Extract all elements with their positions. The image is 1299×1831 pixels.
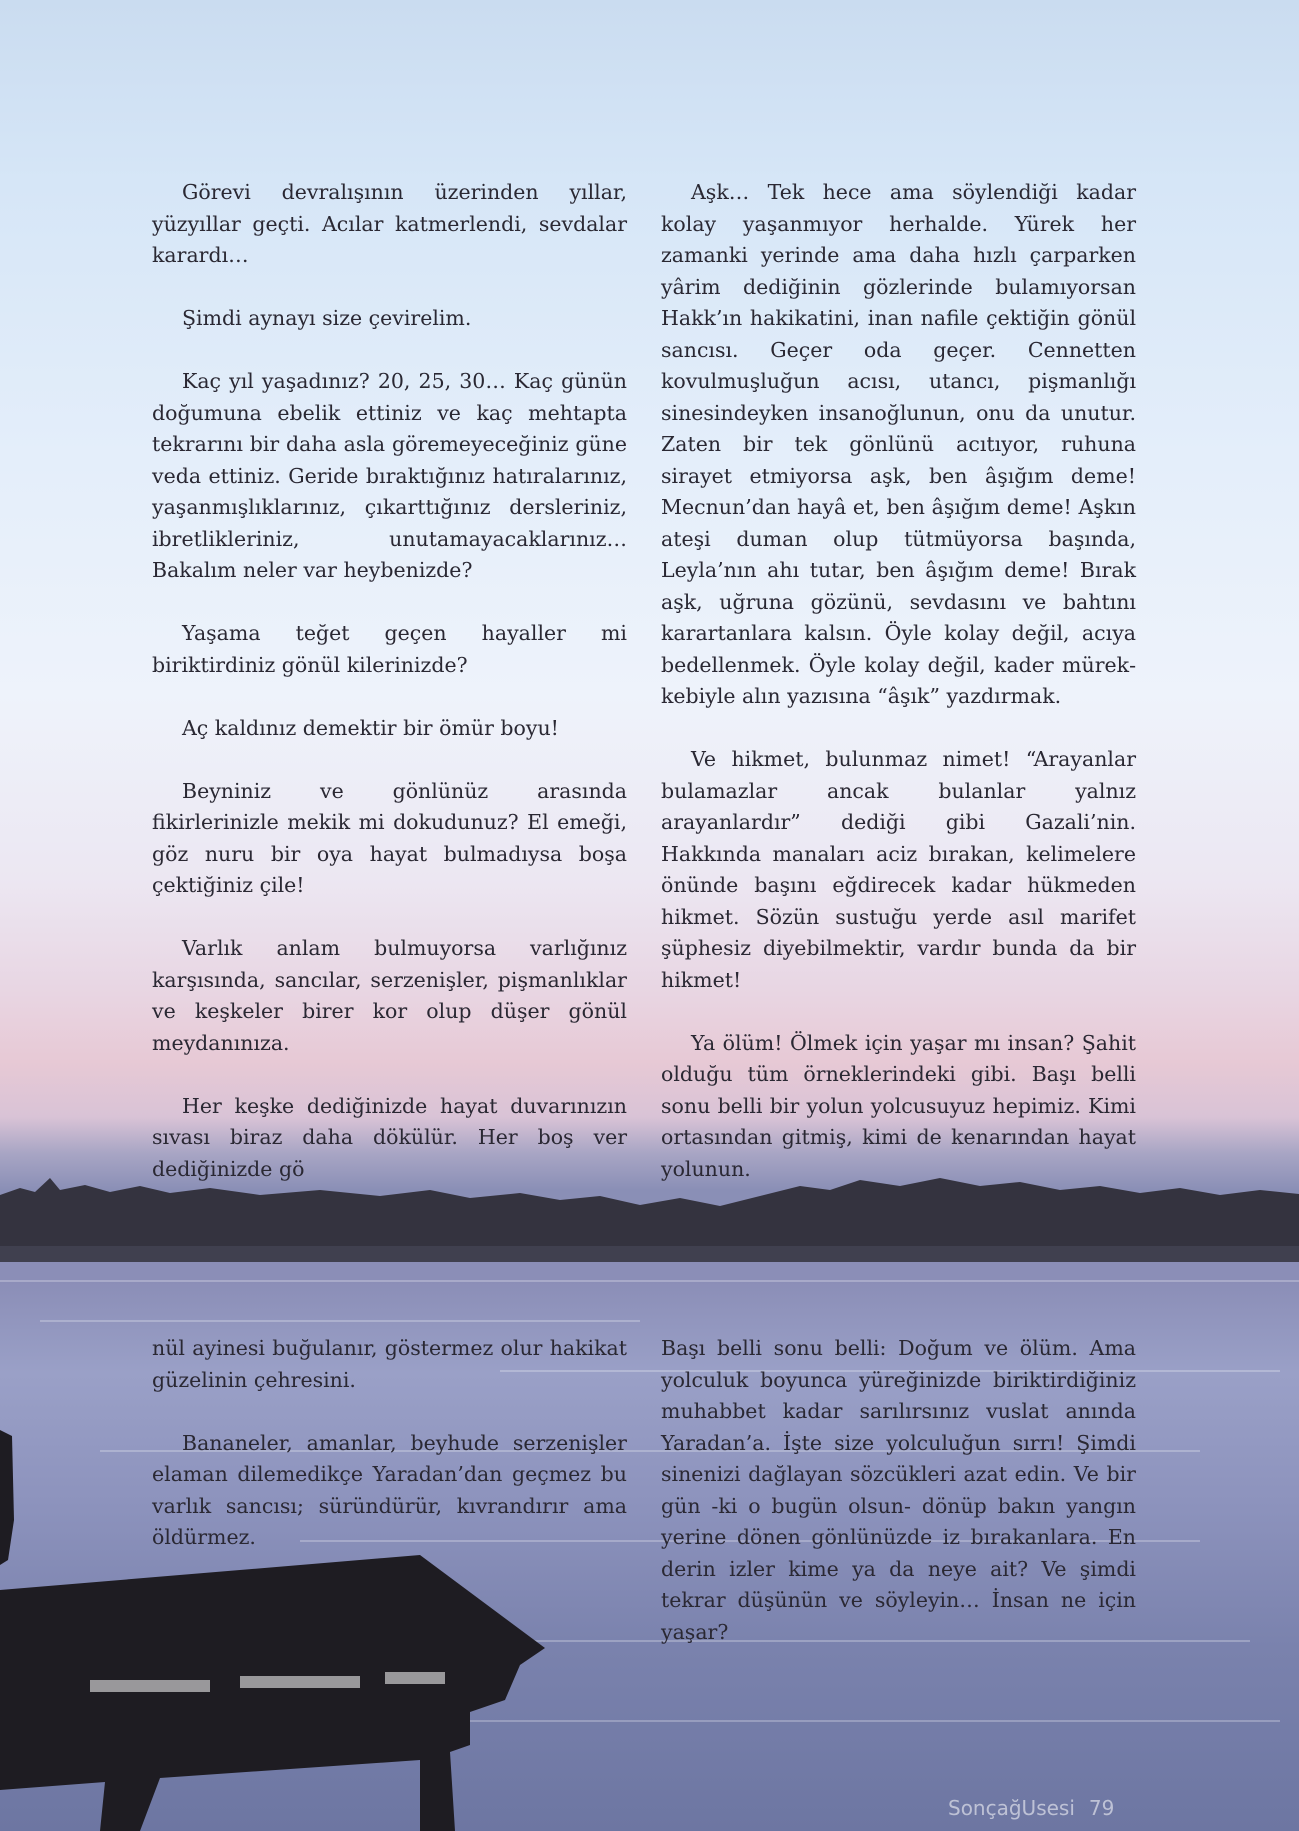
paragraph: Görevi devralışının üzerinden yıllar, yüzyıllar geçti. Acılar katmerlendi, sevdalar karardı… [152, 180, 627, 267]
paragraph: Kaç yıl yaşadınız? 20, 25, 30… Kaç günün doğumuna ebelik ettiniz ve kaç mehtapta tekrarını bir daha asla göremeyeceğiniz güne veda ettiniz. Geride bıraktığınız hatıralarınız, yaşanmışlıklarınız, çıkarttığınız dersleriniz, ibretlikleriniz, unutamayacaklarınız… Bakalım neler var heybenizde? [152, 369, 627, 582]
paragraph: Başı belli sonu belli: Doğum ve ölüm. Ama yolculuk boyunca yüreğinizde biriktirdiğiniz muhabbet kadar sarılırsınız vuslat anında Yaradan’a. İşte size yolculuğun sırrı! Şimdi sinenizi dağlayan sözcükleri azat edin. Ve bir gün -ki o bugün olsun- dönüp bakın yangın yerine dönen gönlünüzde iz bırakanlara. En derin izler kime ya da neye ait? Ve şimdi tekrar düşünün ve söyleyin… İnsan ne için yaşar? [661, 1336, 1136, 1644]
paragraph: Ve hikmet, bulunmaz nimet! “Arayanlar bulamazlar ancak bulanlar yalnız arayanlardır” dediği gibi Gazali’nin. Hakkında manaları aciz bırakan, kelimelere önünde başını eğdirecek kadar hükmeden hikmet. Sözün sustuğu yerde asıl marifet şüphesiz diyebilmektir, vardır bunda da bir hikmet! [661, 747, 1136, 992]
column-bottom-left [152, 1333, 627, 1554]
magazine-name: SonçağUsesi [948, 1796, 1075, 1820]
paragraph: Aşk… Tek hece ama söylendiği kadar kolay yaşanmıyor herhalde. Yürek her zamanki yerinde ama daha hızlı çarparken yârim dediğinin gözlerinde bulamıyorsan Hakk’ın hakikatini, inan nafile çektiğin gönül sancısı. Geçer oda geçer. Cennetten kovulmuşluğun acısı, utancı, pişmanlığı sinesindeyken insanoğlunun, onu da unutur. Zaten bir tek gönlünü acıtıyor, ruhuna sirayet etmiyorsa aşk, ben âşığım deme! Mecnun’dan hayâ et, ben âşığım deme! Aşkın ateşi duman olup tütmüyorsa başında, Leyla’nın ahı tutar, ben âşığım deme! Bırak aşk, uğruna gözünü, sevdasını ve bahtını karartanlara kalsın. Öyle kolay değil, acıya bedellenmek. Öyle kolay değil, kader mürekkebiyle alın yazısına “âşık” yazdırmak. [661, 180, 1136, 708]
paragraph: Beyniniz ve gönlünüz arasında fikirlerinizle mekik mi dokudunuz? El emeği, göz nuru bir oya hayat bulmadıysa boşa çektiğiniz çile! [152, 778, 627, 897]
paragraph: Varlık anlam bulmuyorsa varlığınız karşısında, sancılar, serzenişler, pişmanlıklar ve keşkeler birer kor olup düşer gönül meydanınıza. [152, 936, 627, 1055]
paragraph: Şimdi aynayı size çevirelim. [182, 306, 472, 330]
page-footer [948, 1796, 1138, 1820]
foreground-post [0, 1430, 14, 1565]
column-top-left [152, 177, 627, 1185]
pier [0, 1555, 545, 1831]
column-top-right [661, 177, 1136, 1185]
paragraph: Bananeler, amanlar, beyhude serzenişler elaman dilemedikçe Yaradan’dan geçmez bu varlık sancısı; süründürür, kıvrandırır ama öldürmez. [152, 1430, 627, 1549]
paragraph: nül ayinesi buğulanır, göstermez olur hakikat güzelinin çehresini. [152, 1336, 627, 1392]
paragraph: Ya ölüm! Ölmek için yaşar mı insan? Şahit olduğu tüm örneklerindeki gibi. Başı belli sonu belli bir yolun yolcusuyuz hepimiz. Kimi ortasından gitmiş, kimi de kenarından hayat yolunun. [661, 1030, 1136, 1181]
paragraph: Aç kaldınız demektir bir ömür boyu! [182, 715, 559, 740]
paragraph: Yaşama teğet geçen hayaller mi biriktirdiniz gönül kilerinizde? [152, 621, 627, 677]
column-bottom-right [661, 1333, 1136, 1648]
paragraph: Her keşke dediğinizde hayat duvarınızın sıvası biraz daha dökülür. Her boş ver dediğinizde gö [152, 1093, 627, 1181]
page-number: 79 [1088, 1796, 1115, 1820]
